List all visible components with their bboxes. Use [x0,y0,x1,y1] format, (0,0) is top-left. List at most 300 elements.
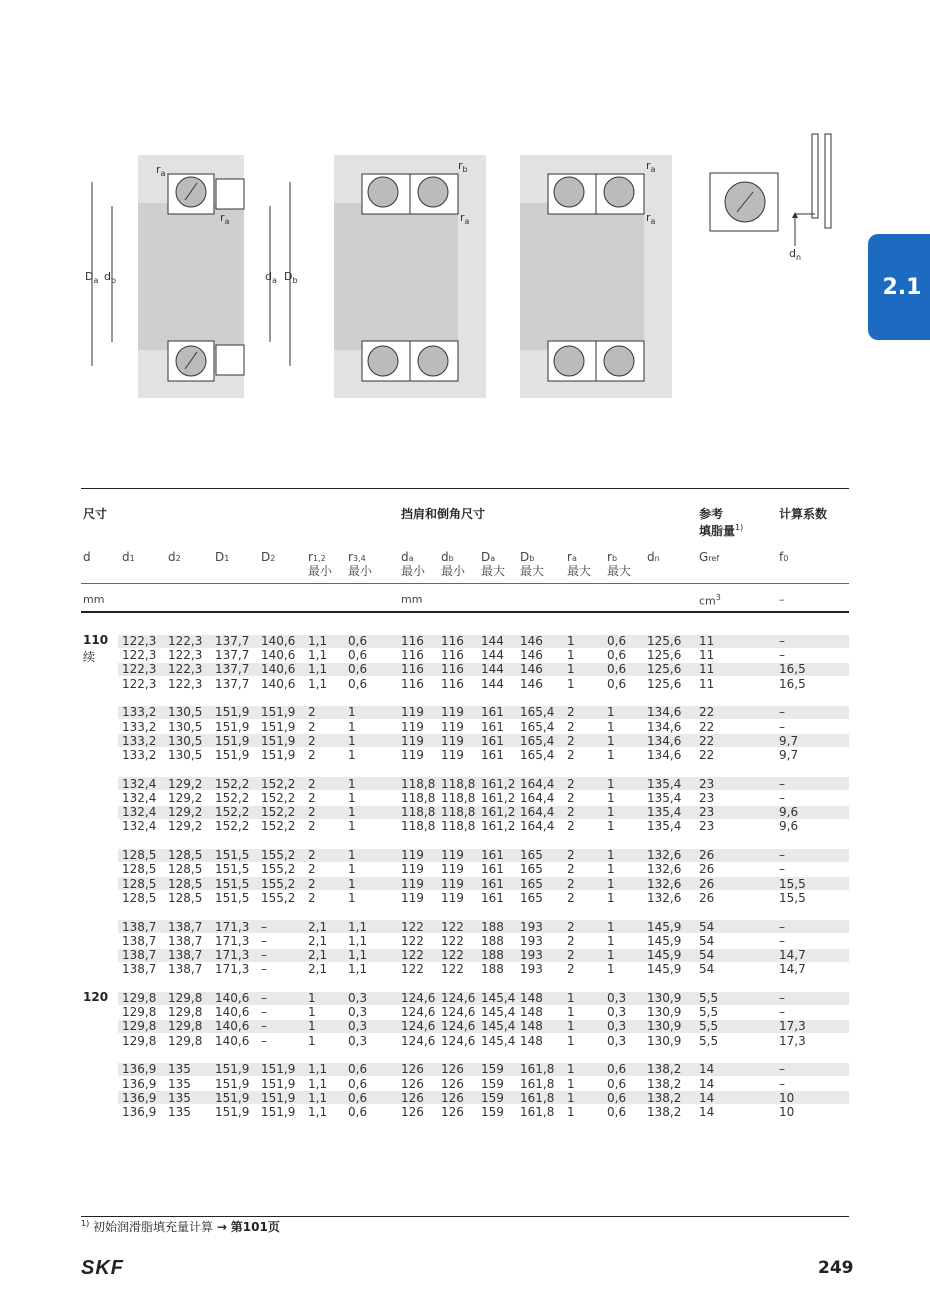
sym-Db: Db 最大 [520,550,545,578]
sym-rb: rb 最大 [607,550,632,578]
table-cell: 134,6 [647,748,682,762]
table-cell: 1 [567,991,575,1005]
table-cell: 122 [441,962,464,977]
table-cell: 2 [308,862,316,877]
bearing-drawing-pair-back-to-back [334,155,489,400]
table-cell: 165,4 [520,733,555,748]
table-cell: 119 [441,719,464,734]
table-cell: 118,8 [441,776,476,791]
table-cell: 161,2 [481,819,516,834]
table-cell: 124,6 [441,991,476,1005]
table-cell: 130,5 [168,719,203,734]
table-cell: 125,6 [647,662,682,677]
table-cell: 138,7 [122,962,157,977]
table-cell: 0,6 [607,1090,627,1105]
table-cell: 148 [520,991,543,1005]
table-cell: – [261,1005,267,1020]
table-cell: 1,1 [308,1105,328,1119]
table-cell: 151,9 [261,705,296,720]
table-cell: 1 [348,862,356,877]
table-cell: 2 [308,733,316,748]
table-cell: 124,6 [441,1019,476,1034]
table-cell: 119 [441,862,464,877]
table-cell: 0,6 [348,1090,368,1105]
table-cell: 161,8 [520,1090,555,1105]
table-cell: 2 [567,776,575,791]
svg-text:ra: $r_a$ [646,211,656,226]
table-cell: 1 [348,890,356,905]
table-cell: 1 [567,662,575,677]
sym-r12: r1,2 最小 [308,550,333,578]
table-cell: 129,8 [168,1019,203,1034]
table-cell: 116 [401,676,424,691]
table-cell: – [261,991,267,1005]
table-cell: 119 [401,890,424,905]
table-cell: 126 [401,1062,424,1077]
table-cell: 165 [520,876,543,891]
table-cell: 17,3 [779,1019,806,1034]
table-cell: – [779,1076,785,1091]
table-cell: 118,8 [441,791,476,805]
table-cell: 128,5 [122,876,157,891]
sym-r34: r3,4 最小 [348,550,373,578]
table-cell: 1 [348,733,356,748]
table-cell: 138,7 [122,933,157,948]
table-cell: 2 [567,890,575,905]
table-cell: 128,5 [122,890,157,905]
table-cell: 161,8 [520,1062,555,1077]
table-cell: – [779,848,785,863]
table-cell: 128,5 [122,862,157,877]
table-cell: 11 [699,676,715,691]
header-calc-factor: 计算系数 [779,507,828,521]
table-cell: 130,9 [647,1005,682,1020]
table-cell: 2 [567,948,575,962]
table-cell: 116 [401,662,424,677]
table-cell: 14 [699,1090,715,1105]
table-cell: 22 [699,748,715,762]
table-cell: 161,8 [520,1076,555,1091]
table-cell: 159 [481,1090,504,1105]
table-cell: 23 [699,819,715,834]
table-cell: 122 [441,933,464,948]
table-cell: 122 [441,919,464,934]
header-dimensions: 尺寸 [83,507,108,521]
header-mid-rule [81,583,849,584]
table-cell: 118,8 [441,819,476,834]
table-cell: 2 [567,919,575,934]
table-cell: 152,2 [215,805,250,820]
table-cell: 130,9 [647,1019,682,1034]
table-cell: 9,6 [779,819,799,834]
table-cell: 151,9 [261,748,296,762]
table-cell: 146 [520,634,543,648]
table-cell: 122 [401,962,424,977]
bearing-drawing-pair-face-to-face [520,155,675,400]
table-cell: 2 [308,876,316,891]
table-cell: 161 [481,719,504,734]
table-cell: 129,2 [168,791,203,805]
table-cell: 140,6 [261,676,296,691]
table-cell: 152,2 [215,819,250,834]
table-cell: 5,5 [699,991,719,1005]
table-cell: 145,9 [647,933,682,948]
table-cell: 129,8 [122,1019,157,1034]
table-cell: 135,4 [647,805,682,820]
table-cell: 23 [699,791,715,805]
table-cell: 126 [401,1076,424,1091]
table-cell: 140,6 [215,1019,250,1034]
table-cell: 1 [607,776,615,791]
table-cell: 132,6 [647,862,682,877]
table-cell: 0,6 [348,676,368,691]
sym-db: db 最小 [441,550,466,578]
table-cell: 130,9 [647,1033,682,1048]
table-cell: 126 [441,1105,464,1119]
page-number: 249 [818,1258,854,1278]
table-cell: 124,6 [401,1005,436,1020]
table-cell: 0,3 [607,991,627,1005]
svg-text:Db: $D_b$ [284,270,298,285]
svg-text:ra: $r_a$ [156,163,166,178]
table-cell: 17,3 [779,1033,806,1048]
table-cell: 119 [401,748,424,762]
table-cell: 129,8 [122,1005,157,1020]
table-cell: 1 [607,948,615,962]
table-cell: 1 [607,819,615,834]
unit-mm-abutment: mm [401,593,423,606]
table-cell: 132,4 [122,776,157,791]
table-cell: 124,6 [441,1005,476,1020]
table-cell: 135 [168,1090,191,1105]
table-cell: 2 [567,819,575,834]
sym-d2: d2 [168,550,181,564]
table-cell: – [261,1033,267,1048]
table-cell: 1 [348,705,356,720]
table-cell: 126 [441,1062,464,1077]
table-cell: 23 [699,776,715,791]
table-cell: 137,7 [215,634,250,648]
table-cell: 188 [481,948,504,962]
table-cell: 14,7 [779,962,806,977]
table-cell: 129,2 [168,776,203,791]
table-cell: 1 [567,648,575,663]
footnote-page-link[interactable]: 第101页 [230,1220,280,1234]
table-cell: 118,8 [401,819,436,834]
section-tab[interactable]: 2.1 [868,234,930,340]
dimension-lines-left [82,180,302,370]
table-cell: 193 [520,962,543,977]
sym-dn: dn [647,550,660,564]
table-cell: 0,3 [348,1033,368,1048]
table-cell: 161,8 [520,1105,555,1119]
table-cell: 1 [348,819,356,834]
table-cell: 10 [779,1105,795,1119]
table-cell: 128,5 [168,862,203,877]
table-cell: 148 [520,1005,543,1020]
table-cell: 135 [168,1076,191,1091]
table-cell: 26 [699,862,715,877]
table-cell: 138,7 [168,962,203,977]
table-cell: 125,6 [647,676,682,691]
svg-text:ra: $r_a$ [460,211,470,226]
table-cell: 128,5 [122,848,157,863]
table-cell: 1,1 [308,634,328,648]
sym-d1: d1 [122,550,135,564]
table-cell: 5,5 [699,1033,719,1048]
table-cell: 16,5 [779,662,806,677]
table-cell: 1 [348,719,356,734]
table-cell: 2 [567,862,575,877]
table-cell: 1,1 [308,648,328,663]
table-cell: 1,1 [308,662,328,677]
table-cell: 129,8 [122,1033,157,1048]
table-cell: 2 [567,848,575,863]
table-cell: 155,2 [261,890,296,905]
table-cell: 2 [567,876,575,891]
table-cell: 14 [699,1062,715,1077]
table-cell: 133,2 [122,733,157,748]
table-cell: 138,7 [168,948,203,962]
table-cell: 136,9 [122,1062,157,1077]
table-cell: 132,6 [647,848,682,863]
table-cell: 193 [520,919,543,934]
table-cell: 122,3 [122,662,157,677]
table-cell: 1 [607,791,615,805]
table-cell: 151,9 [261,1076,296,1091]
table-cell: 136,9 [122,1090,157,1105]
table-cell: 26 [699,876,715,891]
table-cell: 126 [441,1076,464,1091]
table-cell: 151,9 [215,705,250,720]
table-cell: 2 [567,748,575,762]
table-cell: 0,6 [607,1076,627,1091]
table-cell: 1 [607,805,615,820]
table-cell: 135,4 [647,819,682,834]
table-cell: 155,2 [261,848,296,863]
table-cell: 0,6 [348,1105,368,1119]
table-cell: 119 [441,733,464,748]
table-cell: – [779,719,785,734]
table-cell: 0,3 [607,1033,627,1048]
table-cell: 1 [567,634,575,648]
table-cell: 124,6 [401,1033,436,1048]
table-cell: 2 [308,890,316,905]
table-cell: 140,6 [215,1005,250,1020]
table-cell: 137,7 [215,648,250,663]
table-cell: 188 [481,933,504,948]
table-cell: 140,6 [215,991,250,1005]
table-cell: 0,6 [607,1105,627,1119]
svg-text:Da: $D_a$ [85,270,99,285]
table-cell: 188 [481,919,504,934]
table-cell: 1,1 [308,1076,328,1091]
table-cell: 125,6 [647,634,682,648]
table-cell: 152,2 [261,791,296,805]
table-cell: 145,9 [647,948,682,962]
table-cell: 1 [348,791,356,805]
table-cell: 135,4 [647,791,682,805]
table-cell: 152,2 [215,776,250,791]
sym-f0: f0 [779,550,789,564]
table-cell: 193 [520,948,543,962]
table-cell: 151,9 [215,733,250,748]
table-cell: 125,6 [647,648,682,663]
table-cell: 165,4 [520,705,555,720]
table-cell: – [779,791,785,805]
table-cell: 128,5 [168,876,203,891]
svg-text:rb: $r_b$ [458,159,468,174]
table-cell: 129,8 [122,991,157,1005]
table-cell: 1 [607,848,615,863]
table-cell: 1 [348,776,356,791]
svg-text:ra: $r_a$ [220,211,230,226]
table-cell: 151,5 [215,890,250,905]
table-cell: 151,9 [261,1105,296,1119]
table-cell: 1 [308,1019,316,1034]
table-cell: 165 [520,862,543,877]
table-cell: 136,9 [122,1076,157,1091]
table-cell: 161 [481,848,504,863]
table-cell: 134,6 [647,705,682,720]
table-cell: 171,3 [215,948,250,962]
table-cell: 140,6 [261,662,296,677]
table-cell: 2 [308,805,316,820]
table-cell: 138,7 [122,919,157,934]
table-cell: 144 [481,662,504,677]
table-cell: 151,9 [261,1090,296,1105]
header-abutment: 挡肩和倒角尺寸 [401,507,486,521]
table-cell: 2 [567,705,575,720]
table-cell: 1 [607,719,615,734]
table-cell: 126 [401,1105,424,1119]
table-cell: 146 [520,662,543,677]
table-cell: 129,8 [168,1033,203,1048]
table-cell: 0,6 [607,648,627,663]
bore-diameter: 110 [83,633,109,647]
table-cell: 2 [308,848,316,863]
table-cell: 119 [401,705,424,720]
table-cell: 14 [699,1105,715,1119]
table-cell: 155,2 [261,862,296,877]
table-cell: 144 [481,676,504,691]
table-cell: 122 [401,948,424,962]
table-cell: 15,5 [779,876,806,891]
table-cell: 122 [401,919,424,934]
table-cell: 161,2 [481,791,516,805]
table-cell: 122,3 [168,676,203,691]
table-cell: 1 [348,748,356,762]
table-cell: 119 [441,876,464,891]
table-cell: 161,2 [481,805,516,820]
table-cell: 134,6 [647,719,682,734]
table-cell: 1 [567,1076,575,1091]
table-cell: 1 [607,962,615,977]
table-cell: 118,8 [401,791,436,805]
table-cell: 159 [481,1076,504,1091]
table-cell: 118,8 [441,805,476,820]
table-cell: 2 [567,733,575,748]
table-cell: 1,1 [348,919,368,934]
table-cell: 129,2 [168,819,203,834]
table-cell: 2 [308,748,316,762]
table-cell: 1 [567,1019,575,1034]
table-cell: 151,9 [215,748,250,762]
table-cell: 148 [520,1033,543,1048]
table-cell: 1 [607,876,615,891]
svg-text:dn: $d_n$ [789,247,802,262]
table-cell: 1,1 [308,1062,328,1077]
table-cell: 15,5 [779,890,806,905]
table-cell: 146 [520,648,543,663]
table-cell: 11 [699,634,715,648]
table-cell: 126 [441,1090,464,1105]
svg-text:ra: $r_a$ [646,159,656,174]
table-cell: 1,1 [348,948,368,962]
unit-cm3: $cm^3$ [699,593,721,608]
table-cell: 140,6 [261,648,296,663]
table-cell: – [261,933,267,948]
table-cell: 161 [481,748,504,762]
sym-D1: D1 [215,550,230,564]
table-cell: 134,6 [647,733,682,748]
table-cell: 22 [699,719,715,734]
table-cell: 188 [481,962,504,977]
table-cell: 122,3 [168,648,203,663]
unit-mm-dimensions: mm [83,593,105,606]
table-cell: – [779,919,785,934]
table-cell: 165 [520,848,543,863]
table-cell: – [779,1062,785,1077]
bearing-drawing-detail-dn [705,130,845,270]
table-cell: 0,6 [607,676,627,691]
table-cell: 1 [607,862,615,877]
svg-text:da: $d_a$ [265,270,277,285]
table-cell: 122,3 [122,676,157,691]
table-cell: 151,5 [215,862,250,877]
table-cell: 14 [699,1076,715,1091]
table-cell: 155,2 [261,876,296,891]
table-cell: – [779,862,785,877]
sym-ra: ra 最大 [567,550,592,578]
table-cell: – [261,919,267,934]
table-cell: – [261,1019,267,1034]
table-cell: 54 [699,933,715,948]
table-top-rule [81,488,849,489]
sym-da: da 最小 [401,550,426,578]
table-cell: – [779,991,785,1005]
table-cell: 135,4 [647,776,682,791]
sym-D2: D2 [261,550,276,564]
table-cell: 0,3 [348,1019,368,1034]
table-cell: 1 [567,1062,575,1077]
table-cell: 116 [401,648,424,663]
table-cell: 161 [481,733,504,748]
table-cell: 9,7 [779,733,799,748]
table-cell: 161 [481,862,504,877]
table-cell: 0,3 [607,1005,627,1020]
table-cell: 1 [348,876,356,891]
table-cell: 152,2 [215,791,250,805]
table-cell: 130,5 [168,748,203,762]
table-cell: 138,2 [647,1090,682,1105]
table-cell: 164,4 [520,776,555,791]
table-cell: 137,7 [215,662,250,677]
table-cell: 54 [699,948,715,962]
table-cell: 0,3 [607,1019,627,1034]
table-cell: 122,3 [122,648,157,663]
table-cell: 1 [567,1005,575,1020]
